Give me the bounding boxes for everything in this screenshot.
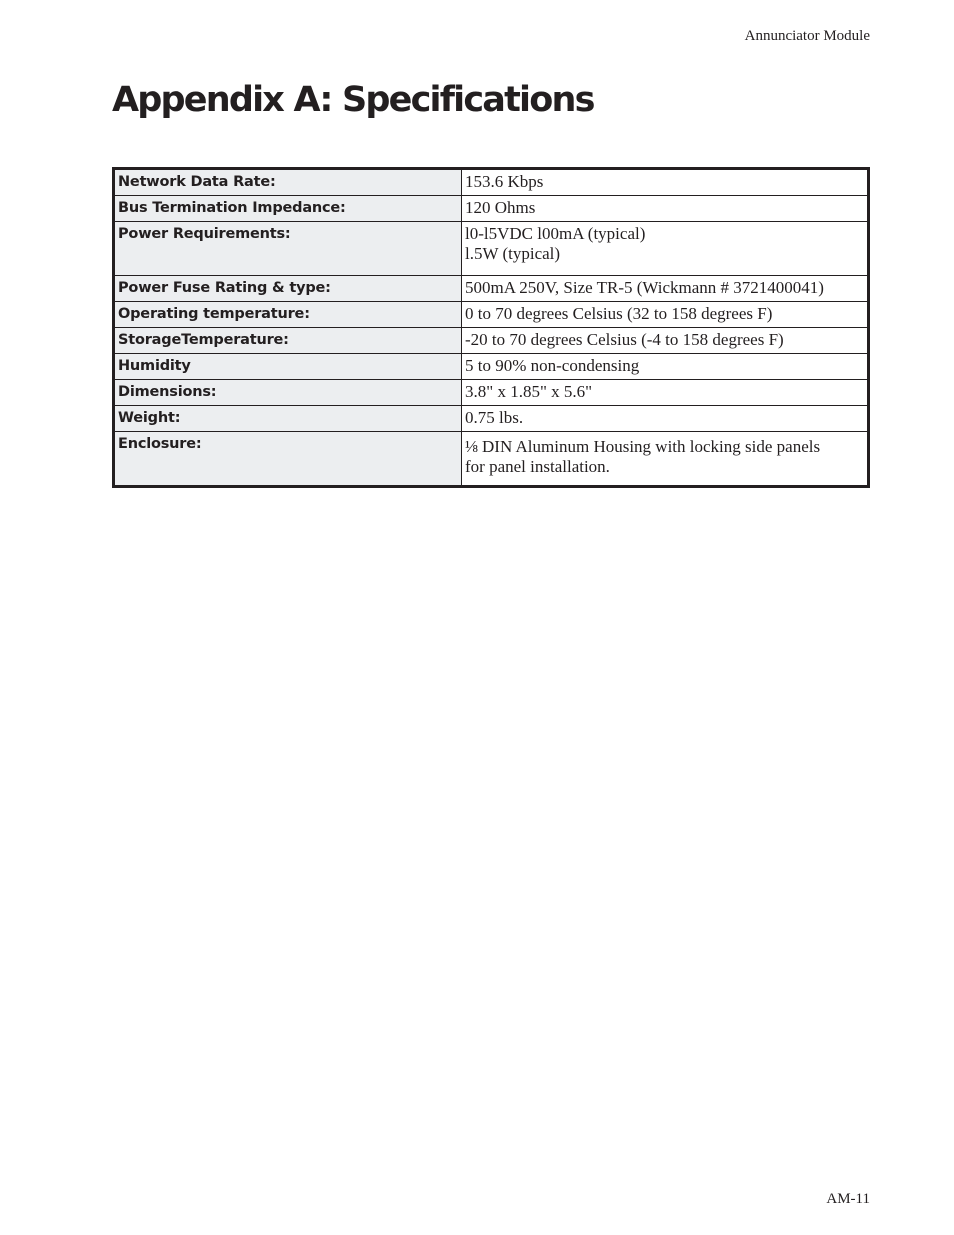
- spec-value: [462, 406, 869, 432]
- spec-value: [462, 222, 869, 276]
- spec-value-line: -20 to 70 degrees Celsius (-4 to 158 degrees F): [465, 330, 784, 349]
- spec-label: Bus Termination Impedance:: [114, 196, 462, 222]
- spec-label: Power Requirements:: [114, 222, 462, 276]
- spec-value-line: 153.6 Kbps: [465, 172, 544, 191]
- spec-row-enclosure: [114, 432, 869, 487]
- spec-value-line: 3.8" x 1.85" x 5.6": [465, 382, 593, 401]
- spec-label: Dimensions:: [114, 380, 462, 406]
- spec-label: StorageTemperature:: [114, 328, 462, 354]
- spec-value: [462, 276, 869, 302]
- spec-row-power-fuse: [114, 276, 869, 302]
- spec-value: [462, 302, 869, 328]
- spec-value: [462, 169, 869, 196]
- spec-value-line: l0-l5VDC l00mA (typical): [465, 224, 646, 243]
- spec-label: Weight:: [114, 406, 462, 432]
- spec-label: Humidity: [114, 354, 462, 380]
- spec-row-operating-temperature: [114, 302, 869, 328]
- spec-value-line: 0.75 lbs.: [465, 408, 524, 427]
- specifications-table: [112, 167, 870, 488]
- spec-value-line: for panel installation.: [465, 457, 610, 476]
- running-header: Annunciator Module: [744, 28, 870, 44]
- spec-value: [462, 354, 869, 380]
- spec-value: [462, 196, 869, 222]
- spec-row-power-requirements: [114, 222, 869, 276]
- spec-value-line: 500mA 250V, Size TR-5 (Wickmann # 3721400041): [465, 278, 824, 297]
- spec-label: Operating temperature:: [114, 302, 462, 328]
- spec-value: [462, 328, 869, 354]
- spec-value-line: 120 Ohms: [465, 198, 536, 217]
- spec-value: [462, 432, 869, 487]
- spec-row-storage-temperature: [114, 328, 869, 354]
- spec-label: Network Data Rate:: [114, 169, 462, 196]
- spec-value-line: 0 to 70 degrees Celsius (32 to 158 degrees F): [465, 304, 773, 323]
- spec-label: Power Fuse Rating & type:: [114, 276, 462, 302]
- spec-value-line: l.5W (typical): [465, 244, 561, 263]
- spec-label: Enclosure:: [114, 432, 462, 487]
- spec-row-bus-termination: [114, 196, 869, 222]
- spec-value-line: 5 to 90% non-condensing: [465, 356, 640, 375]
- spec-value: [462, 380, 869, 406]
- page-number: AM-11: [826, 1191, 870, 1207]
- spec-row-dimensions: [114, 380, 869, 406]
- page-title: Appendix A: Specifications: [112, 80, 594, 120]
- spec-row-network-data-rate: [114, 169, 869, 196]
- spec-row-weight: [114, 406, 869, 432]
- spec-row-humidity: [114, 354, 869, 380]
- spec-value-line: ⅛ DIN Aluminum Housing with locking side panels: [465, 437, 821, 456]
